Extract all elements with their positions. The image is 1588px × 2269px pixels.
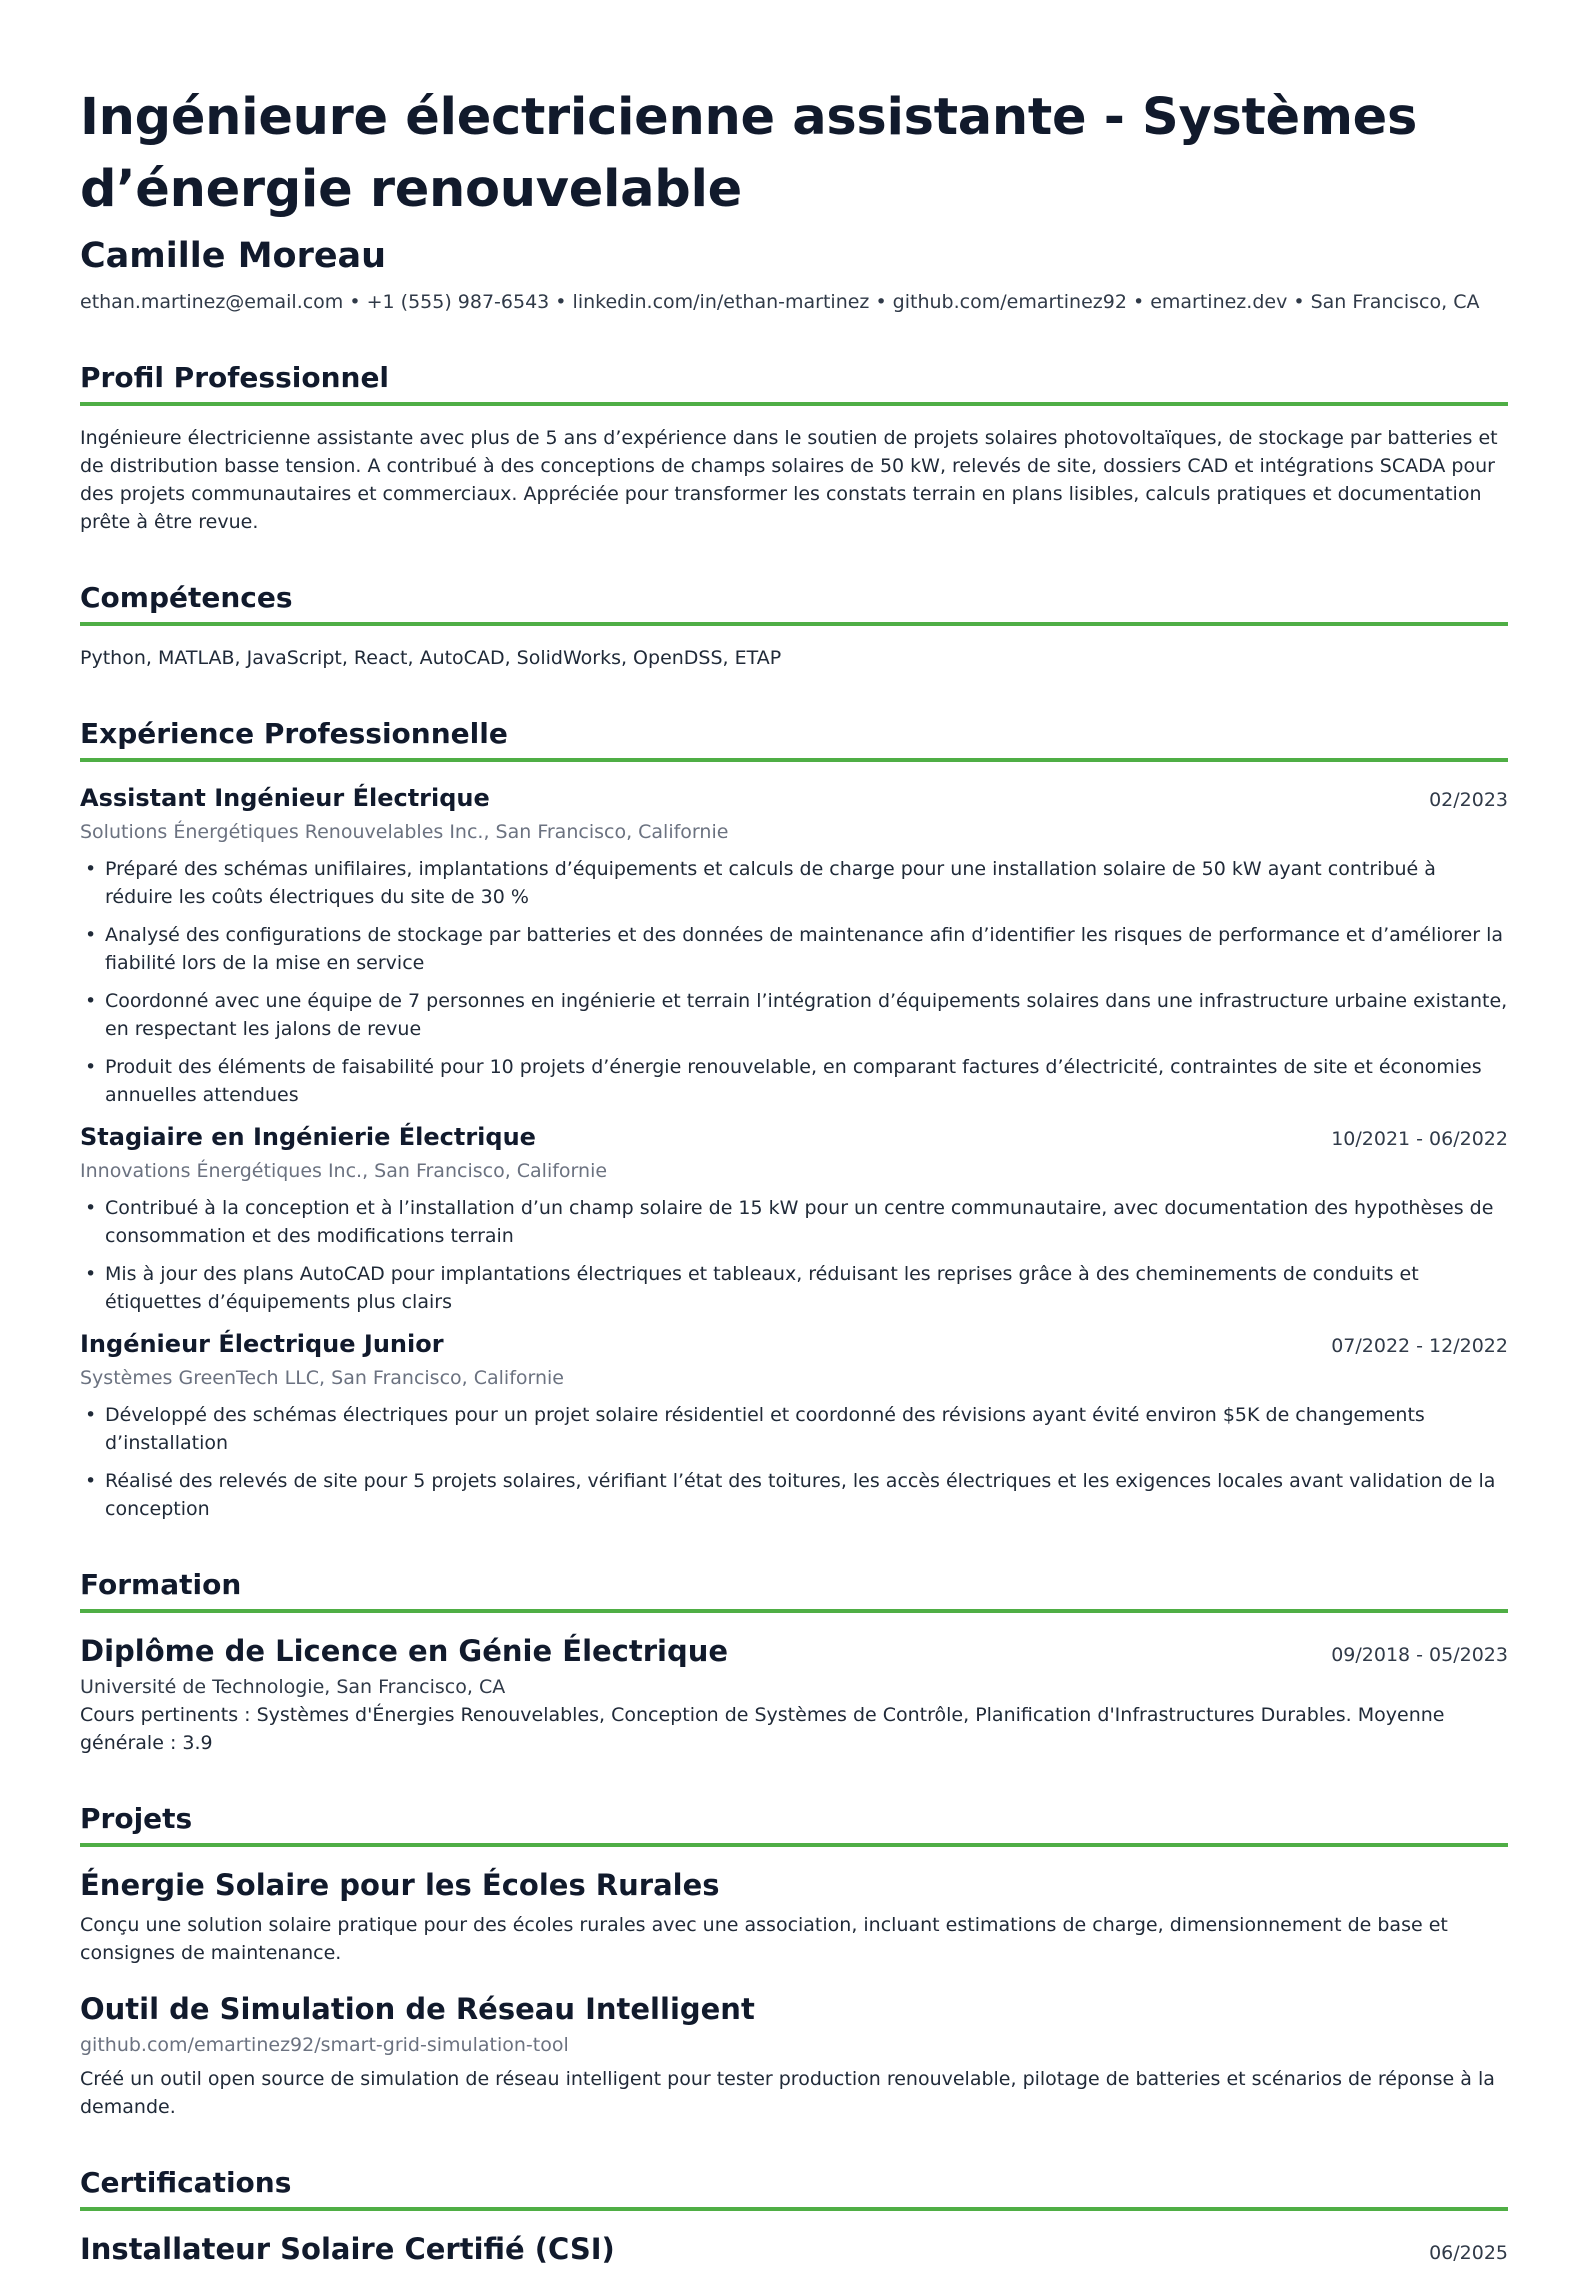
project-description: Créé un outil open source de simulation de réseau intelligent pour tester production renouvelable, pilotage de batteries et scénarios de réponse à la demande. bbox=[80, 2068, 1495, 2118]
project-link[interactable]: github.com/emartinez92/smart-grid-simulation-tool bbox=[80, 2034, 569, 2056]
job-bullet: • Mis à jour des plans AutoCAD pour implantations électriques et tableaux, réduisant les reprises grâce à des cheminements de conduits et étiquettes d’équipements plus clairs bbox=[80, 1260, 1508, 1316]
job-bullet: • Développé des schémas électriques pour un projet solaire résidentiel et coordonné des révisions ayant évité environ $5K de changements d’installation bbox=[80, 1401, 1508, 1457]
degree-title: Diplôme de Licence en Génie Électrique bbox=[80, 1634, 729, 1668]
resume-header bbox=[80, 82, 1508, 316]
job-entry bbox=[80, 1119, 1508, 1316]
certification-date: 06/2025 bbox=[1429, 2242, 1508, 2264]
section-divider bbox=[80, 2207, 1508, 2211]
section-heading: Compétences bbox=[80, 581, 293, 614]
job-bullet: • Préparé des schémas unifilaires, implantations d’équipements et calculs de charge pour une installation solaire de 50 kW ayant contribué à réduire les coûts électriques du site de 30 % bbox=[80, 855, 1508, 911]
section-heading: Formation bbox=[80, 1568, 242, 1601]
skills-list: Python, MATLAB, JavaScript, React, AutoCAD, SolidWorks, OpenDSS, ETAP bbox=[80, 647, 782, 669]
job-title: Assistant Ingénieur Électrique bbox=[80, 784, 490, 812]
candidate-name: Camille Moreau bbox=[80, 236, 387, 276]
job-date: 02/2023 bbox=[1429, 789, 1508, 811]
section-heading: Certifications bbox=[80, 2166, 292, 2199]
job-bullets bbox=[80, 1194, 1508, 1316]
profile-summary: Ingénieure électricienne assistante avec plus de 5 ans d’expérience dans le soutien de projets solaires photovoltaïques, de stockage par batteries et de distribution basse tension. A contribué à des conceptions de champs solaires de 50 kW, relevés de site, dossiers CAD et intégrations SCADA pour des projets communautaires et commerciaux. Appréciée pour transformer les constats terrain en plans lisibles, calculs pratiques et documentation prête à être revue. bbox=[80, 427, 1498, 533]
section-heading: Expérience Professionnelle bbox=[80, 717, 508, 750]
resume-content bbox=[80, 82, 1508, 2269]
project-entry bbox=[80, 1865, 1508, 1967]
job-bullet: • Coordonné avec une équipe de 7 personnes en ingénierie et terrain l’intégration d’équipements solaires dans une infrastructure urbaine existante, en respectant les jalons de revue bbox=[80, 987, 1508, 1043]
job-title: Stagiaire en Ingénierie Électrique bbox=[80, 1123, 536, 1151]
section-heading: Projets bbox=[80, 1802, 193, 1835]
job-bullets bbox=[80, 855, 1508, 1109]
projects-section bbox=[80, 1799, 1508, 2121]
section-divider bbox=[80, 1609, 1508, 1613]
section-divider bbox=[80, 1843, 1508, 1847]
job-date: 10/2021 - 06/2022 bbox=[1331, 1128, 1508, 1150]
job-bullets bbox=[80, 1401, 1508, 1523]
education-section bbox=[80, 1565, 1508, 1757]
profile-section bbox=[80, 358, 1508, 536]
contact-line: ethan.martinez@email.com • +1 (555) 987-6543 • linkedin.com/in/ethan-martinez • github.com/emartinez92 • emartinez.dev • San Francisco, CA bbox=[80, 291, 1480, 313]
job-company: Systèmes GreenTech LLC, San Francisco, Californie bbox=[80, 1367, 564, 1389]
job-date: 07/2022 - 12/2022 bbox=[1331, 1335, 1508, 1357]
project-description: Conçu une solution solaire pratique pour des écoles rurales avec une association, incluant estimations de charge, dimensionnement de base et consignes de maintenance. bbox=[80, 1914, 1448, 1964]
job-target-title: Ingénieure électricienne assistante - Systèmes d’énergie renouvelable bbox=[80, 88, 1418, 219]
experience-section bbox=[80, 714, 1508, 1523]
job-bullet: • Réalisé des relevés de site pour 5 projets solaires, vérifiant l’état des toitures, les accès électriques et les exigences locales avant validation de la conception bbox=[80, 1467, 1508, 1523]
job-bullet: • Contribué à la conception et à l’installation d’un champ solaire de 15 kW pour un centre communautaire, avec documentation des hypothèses de consommation et des modifications terrain bbox=[80, 1194, 1508, 1250]
certifications-section bbox=[80, 2163, 1508, 2269]
project-entry bbox=[80, 1989, 1508, 2121]
job-company: Innovations Énergétiques Inc., San Francisco, Californie bbox=[80, 1160, 608, 1182]
education-details: Cours pertinents : Systèmes d'Énergies Renouvelables, Conception de Systèmes de Contrôle, Planification d'Infrastructures Durables. Moyenne générale : 3.9 bbox=[80, 1704, 1445, 1754]
certification-title: Installateur Solaire Certifié (CSI) bbox=[80, 2232, 615, 2266]
job-company: Solutions Énergétiques Renouvelables Inc., San Francisco, Californie bbox=[80, 821, 729, 843]
job-entry bbox=[80, 1326, 1508, 1523]
school-name: Université de Technologie, San Francisco, CA bbox=[80, 1676, 506, 1698]
job-bullet: • Produit des éléments de faisabilité pour 10 projets d’énergie renouvelable, en comparant factures d’électricité, contraintes de site et économies annuelles attendues bbox=[80, 1053, 1508, 1109]
section-divider bbox=[80, 758, 1508, 762]
project-title: Énergie Solaire pour les Écoles Rurales bbox=[80, 1868, 720, 1902]
project-title: Outil de Simulation de Réseau Intelligent bbox=[80, 1992, 755, 2026]
section-divider bbox=[80, 402, 1508, 406]
job-entry bbox=[80, 780, 1508, 1109]
education-date: 09/2018 - 05/2023 bbox=[1331, 1644, 1508, 1666]
section-heading: Profil Professionnel bbox=[80, 361, 390, 394]
job-bullet: • Analysé des configurations de stockage par batteries et des données de maintenance afin d’identifier les risques de performance et d’améliorer la fiabilité lors de la mise en service bbox=[80, 921, 1508, 977]
section-divider bbox=[80, 622, 1508, 626]
skills-section bbox=[80, 578, 1508, 672]
job-title: Ingénieur Électrique Junior bbox=[80, 1330, 444, 1358]
